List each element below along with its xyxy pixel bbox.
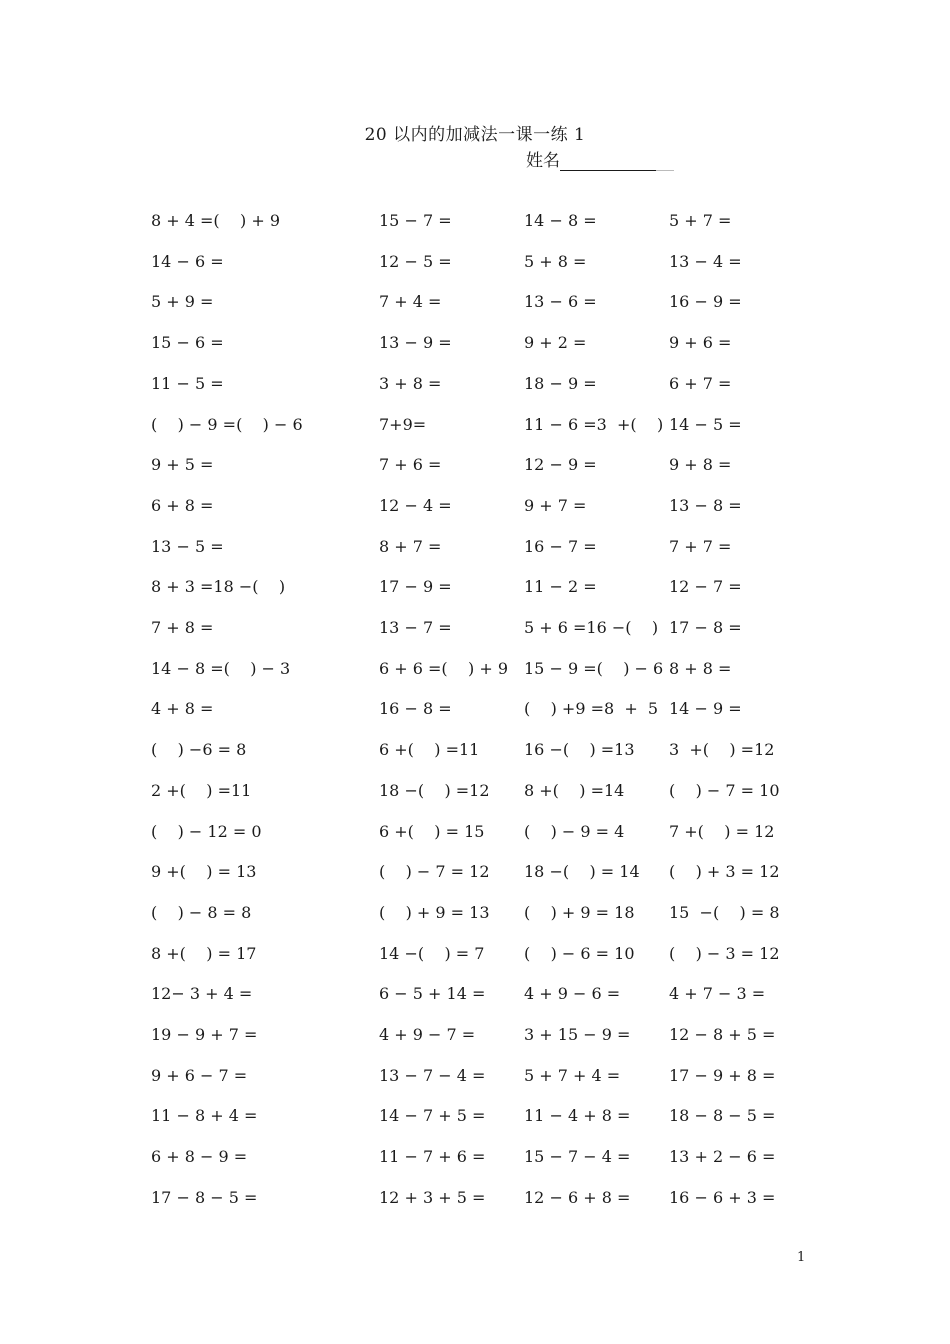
exercise-problem: 13 − 8 =: [669, 495, 742, 515]
exercise-problem: 14 − 5 =: [669, 414, 742, 434]
exercise-problem: 5 + 7 + 4 =: [524, 1065, 621, 1085]
exercise-row: [0, 942, 950, 966]
exercise-row: [0, 697, 950, 721]
exercise-problem: ( ) − 8 = 8: [151, 902, 252, 922]
exercise-problem: 6 + 7 =: [669, 373, 732, 393]
worksheet-title: 20 以内的加减法一课一练 1: [364, 125, 586, 145]
exercise-problem: 6 +( ) = 15: [379, 821, 485, 841]
exercise-problem: 13 + 2 − 6 =: [669, 1147, 776, 1167]
exercise-row: [0, 331, 950, 355]
exercise-problem: 12 − 6 + 8 =: [524, 1187, 631, 1207]
exercise-problem: 4 + 9 − 7 =: [379, 1025, 476, 1044]
exercise-problem: 17 − 8 =: [669, 618, 742, 637]
exercise-problem: ( ) − 9 = 4: [524, 821, 625, 841]
exercise-problem: 5 + 8 =: [524, 251, 587, 271]
exercise-problem: ( ) + 9 = 13: [379, 902, 490, 922]
exercise-problem: 18 −( ) =12: [379, 780, 490, 800]
exercise-problem: 12 − 8 + 5 =: [669, 1025, 776, 1044]
exercise-problem: 16 − 9 =: [669, 292, 742, 312]
exercise-problem: 15 − 7 − 4 =: [524, 1147, 631, 1167]
exercise-problem: 13 − 5 =: [151, 536, 224, 556]
exercise-problem: 14 − 9 =: [669, 699, 742, 719]
exercise-problem: 6 + 8 − 9 =: [151, 1147, 248, 1167]
exercise-problem: ( ) + 9 = 18: [524, 902, 635, 922]
exercise-problem: 11 − 5 =: [151, 373, 224, 393]
exercise-problem: 11 − 2 =: [524, 577, 597, 597]
exercise-problem: 13 − 6 =: [524, 292, 597, 312]
exercise-problem: 9 + 7 =: [524, 495, 587, 515]
exercise-row: [0, 372, 950, 396]
exercise-problem: 6 + 8 =: [151, 495, 214, 515]
exercise-problem: 4 + 9 − 6 =: [524, 984, 621, 1004]
exercise-problem: 13 − 9 =: [379, 333, 452, 353]
exercise-problem: 12 − 4 =: [379, 495, 452, 515]
exercise-problem: 6 + 6 =( ) + 9: [379, 658, 509, 678]
exercise-problem: 4 + 7 − 3 =: [669, 984, 766, 1004]
exercise-row: [0, 290, 950, 314]
exercise-problem: 7+9=: [379, 414, 427, 434]
exercise-problem: 19 − 9 + 7 =: [151, 1025, 258, 1044]
exercise-problem: 7 +( ) = 12: [669, 821, 775, 841]
name-field[interactable]: [526, 146, 674, 171]
exercise-problem: 9 + 5 =: [151, 455, 214, 475]
exercise-row: [0, 616, 950, 640]
exercise-problem: 14 − 8 =: [524, 211, 597, 230]
exercise-problem: 18 − 9 =: [524, 373, 597, 393]
exercise-row: [0, 657, 950, 681]
exercise-problem: 6 +( ) =11: [379, 740, 480, 760]
exercise-problem: 6 − 5 + 14 =: [379, 984, 486, 1004]
exercise-problem: ( ) − 7 = 12: [379, 862, 490, 882]
name-label: 姓名: [526, 151, 560, 171]
exercise-problem: ( ) − 6 = 10: [524, 943, 635, 963]
exercise-row: [0, 820, 950, 844]
exercise-problem: 13 − 7 =: [379, 618, 452, 637]
exercise-problem: 15 −( ) = 8: [669, 902, 780, 922]
exercise-problem: 12 + 3 + 5 =: [379, 1187, 486, 1207]
exercise-row: [0, 738, 950, 762]
exercise-problem: 11 − 7 + 6 =: [379, 1147, 486, 1167]
exercise-problem: 8 + 4 =( ) + 9: [151, 211, 281, 230]
exercise-problem: 15 − 6 =: [151, 333, 224, 353]
exercise-problem: 9 + 6 − 7 =: [151, 1065, 248, 1085]
exercise-problem: 9 + 2 =: [524, 333, 587, 353]
exercise-row: [0, 1023, 950, 1047]
exercise-problem: 16 − 7 =: [524, 536, 597, 556]
exercise-problem: 13 − 4 =: [669, 251, 742, 271]
exercise-problem: 14 − 7 + 5 =: [379, 1106, 486, 1126]
exercise-problem: 7 + 7 =: [669, 536, 732, 556]
exercise-row: [0, 1064, 950, 1088]
exercise-problem: 4 + 8 =: [151, 699, 214, 719]
exercise-problem: 8 + 3 =18 −( ): [151, 577, 286, 597]
exercise-problem: 5 + 9 =: [151, 292, 214, 312]
exercise-problem: 12 − 9 =: [524, 455, 597, 475]
exercise-problem: 16 − 8 =: [379, 699, 452, 719]
exercise-problem: 18 −( ) = 14: [524, 862, 640, 882]
exercise-row: [0, 413, 950, 437]
exercise-problem: ( ) − 9 =( ) − 6: [151, 414, 303, 434]
exercise-row: [0, 1186, 950, 1210]
exercise-row: [0, 575, 950, 599]
exercise-row: [0, 1145, 950, 1169]
exercise-problem: ( ) − 12 = 0: [151, 821, 262, 841]
exercise-problem: 5 + 6 =16 −( ): [524, 618, 659, 637]
exercise-row: [0, 453, 950, 477]
exercise-problem: 18 − 8 − 5 =: [669, 1106, 776, 1126]
exercise-problem: 13 − 7 − 4 =: [379, 1065, 486, 1085]
exercise-problem: ( ) + 3 = 12: [669, 862, 780, 882]
exercise-problem: 14 − 8 =( ) − 3: [151, 658, 291, 678]
exercise-problem: 8 +( ) =14: [524, 780, 625, 800]
exercise-problem: ( ) −6 = 8: [151, 740, 247, 760]
exercise-problem: 16 − 6 + 3 =: [669, 1187, 776, 1207]
exercise-problem: 3 + 8 =: [379, 373, 442, 393]
exercise-problem: 8 +( ) = 17: [151, 943, 257, 963]
exercise-problem: 14 −( ) = 7: [379, 943, 485, 963]
exercise-problem: 5 + 7 =: [669, 211, 732, 230]
exercise-problem: 11 − 6 =3 +( ): [524, 414, 664, 434]
exercise-problem: 15 − 9 =( ) − 6: [524, 658, 664, 678]
exercise-problem: 16 −( ) =13: [524, 740, 635, 760]
exercise-row: [0, 779, 950, 803]
exercise-problem: ( ) − 7 = 10: [669, 780, 780, 800]
exercise-row: [0, 1104, 950, 1128]
exercise-problem: 7 + 8 =: [151, 618, 214, 637]
exercise-problem: 9 + 6 =: [669, 333, 732, 353]
exercise-problem: 11 − 8 + 4 =: [151, 1106, 258, 1126]
exercise-problem: 17 − 9 + 8 =: [669, 1065, 776, 1085]
exercise-row: [0, 209, 950, 233]
exercise-problem: 8 + 7 =: [379, 536, 442, 556]
exercise-row: [0, 860, 950, 884]
exercise-problem: 17 − 9 =: [379, 577, 452, 597]
exercise-problem: 8 + 8 =: [669, 658, 732, 678]
exercise-row: [0, 535, 950, 559]
exercise-problem: 2 +( ) =11: [151, 780, 252, 800]
exercise-row: [0, 494, 950, 518]
page-number: 1: [797, 1250, 806, 1265]
exercise-problem: 15 − 7 =: [379, 211, 452, 230]
exercise-problem: 7 + 6 =: [379, 455, 442, 475]
exercise-problem: 12 − 7 =: [669, 577, 742, 597]
name-blank-tail: [656, 152, 674, 171]
exercise-problem: 3 + 15 − 9 =: [524, 1025, 631, 1044]
exercise-problem: 12 − 5 =: [379, 251, 452, 271]
exercise-problem: 9 +( ) = 13: [151, 862, 257, 882]
exercise-problem: 12− 3 + 4 =: [151, 984, 253, 1004]
exercise-problem: 9 + 8 =: [669, 455, 732, 475]
name-blank-line[interactable]: [560, 152, 656, 171]
exercise-row: [0, 250, 950, 274]
exercise-problem: ( ) − 3 = 12: [669, 943, 780, 963]
exercise-problem: 17 − 8 − 5 =: [151, 1187, 258, 1207]
exercise-row: [0, 901, 950, 925]
exercise-problem: 3 +( ) =12: [669, 740, 775, 760]
exercise-problem: 11 − 4 + 8 =: [524, 1106, 631, 1126]
exercise-row: [0, 982, 950, 1006]
exercise-problem: 14 − 6 =: [151, 251, 224, 271]
exercise-problem: ( ) +9 =8 + 5: [524, 699, 659, 719]
exercise-problem: 7 + 4 =: [379, 292, 442, 312]
